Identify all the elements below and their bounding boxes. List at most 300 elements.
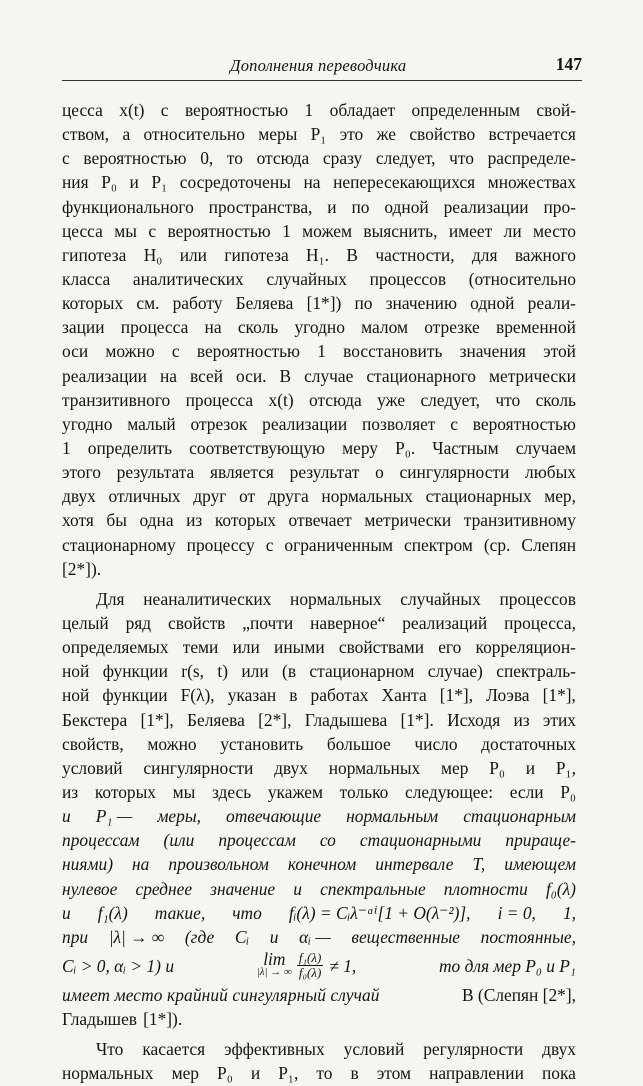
word: друг xyxy=(193,486,227,507)
word: вещественные xyxy=(351,926,461,947)
word: отсюда xyxy=(256,148,310,169)
word: 0, xyxy=(200,148,214,169)
text-line xyxy=(62,1007,576,1031)
word: обладает xyxy=(329,100,396,120)
word: [1*], xyxy=(542,685,576,706)
word: (или xyxy=(163,830,195,851)
word: реализации xyxy=(62,365,147,386)
word: которых xyxy=(62,293,124,314)
not-equal-one: ≠ 1, xyxy=(329,955,357,976)
word: гипотеза xyxy=(62,244,127,265)
word: случаем xyxy=(515,437,576,458)
word: [1*]). xyxy=(143,1009,183,1030)
word: r(s, xyxy=(181,661,204,682)
fraction-numerator: f₁(λ) xyxy=(298,950,322,966)
word: 1 xyxy=(317,341,326,362)
word: гипотеза xyxy=(224,244,289,265)
word: ством, xyxy=(62,124,110,145)
text-line xyxy=(62,508,576,532)
word: в xyxy=(350,1063,359,1084)
word: f₀(λ) xyxy=(545,878,576,899)
word: пространства, xyxy=(208,196,313,217)
word: аналитических xyxy=(132,268,244,289)
word: является xyxy=(210,462,274,483)
text-line xyxy=(62,267,576,291)
word: вероятностью xyxy=(196,341,301,362)
text-line xyxy=(62,983,576,1007)
word: Гладышев xyxy=(62,1009,137,1030)
word: место xyxy=(533,220,576,241)
word: отрезок xyxy=(190,413,248,434)
text-line xyxy=(62,756,576,780)
word: регулярности xyxy=(423,1039,524,1060)
word: уже xyxy=(377,389,406,410)
word: оси xyxy=(62,341,89,362)
word: класса xyxy=(62,268,111,289)
word: зации xyxy=(62,317,105,338)
text-line xyxy=(62,732,576,756)
word: случайных xyxy=(266,268,347,289)
word: двух xyxy=(62,486,96,507)
word: бы xyxy=(106,510,127,531)
word: частности, xyxy=(375,244,455,265)
word: Бекстера xyxy=(62,709,128,730)
word: отвечающие xyxy=(226,806,322,827)
word: прираще- xyxy=(505,830,576,851)
word: условий xyxy=(62,757,123,778)
word: цесса xyxy=(62,100,103,120)
word: процесса, xyxy=(504,612,576,633)
word: спектраль- xyxy=(496,661,576,682)
word: из xyxy=(186,510,203,531)
text-line xyxy=(62,436,576,460)
word: нормальных xyxy=(62,1063,154,1084)
word: про- xyxy=(543,196,576,217)
word: этой xyxy=(543,341,576,362)
word: функционального xyxy=(62,196,194,217)
word: Что xyxy=(96,1039,124,1060)
running-head xyxy=(62,50,582,78)
word: имеет xyxy=(448,220,493,241)
word: Гладышева xyxy=(304,709,388,730)
word: мер xyxy=(441,757,469,778)
word: то xyxy=(226,148,243,169)
word: метрически xyxy=(488,365,576,386)
word: о xyxy=(375,462,384,483)
word: [2*], xyxy=(258,709,292,730)
word: вероятностью xyxy=(83,148,187,169)
word: В (Слепян [2*], xyxy=(461,984,576,1005)
word: [1*], xyxy=(140,709,174,730)
word: на xyxy=(303,172,321,193)
word: P₀ xyxy=(489,757,505,778)
word: Cᵢ xyxy=(234,926,250,947)
word: этих xyxy=(542,709,576,730)
paragraph xyxy=(62,98,576,581)
word: P₀. xyxy=(395,437,416,458)
word: меры, xyxy=(157,806,201,827)
fraction xyxy=(297,951,323,980)
word: (в xyxy=(282,661,297,682)
word: временной xyxy=(495,317,576,338)
word: метрически xyxy=(364,510,452,531)
word: Для xyxy=(96,588,125,609)
word: P₀ xyxy=(217,1063,233,1084)
word: 1 xyxy=(282,220,291,241)
word: ниями) xyxy=(62,854,113,875)
word: и xyxy=(525,757,536,778)
word: хотя xyxy=(62,510,94,531)
header-rule xyxy=(62,80,582,81)
word: произвольном xyxy=(168,854,269,875)
word: реализаций xyxy=(402,612,488,633)
word: этого xyxy=(62,462,101,483)
text-line xyxy=(62,587,576,611)
word: [1*], xyxy=(439,685,474,706)
word: [2*]). xyxy=(62,558,102,579)
word: друга xyxy=(267,486,309,507)
word: сколь xyxy=(237,317,279,338)
word: на xyxy=(204,317,222,338)
word: вероятностью xyxy=(167,220,271,241)
word: процесса xyxy=(185,389,254,410)
word: имеющем xyxy=(504,854,576,875)
word: восстановить xyxy=(343,341,443,362)
word: мы xyxy=(114,220,137,241)
word: от xyxy=(239,486,256,507)
word: транзитивному xyxy=(463,510,576,531)
text-line xyxy=(62,388,576,412)
word: можем xyxy=(302,220,352,241)
word: функции xyxy=(102,661,168,682)
word: что xyxy=(449,148,474,169)
word: мы xyxy=(172,781,196,802)
word: распределе- xyxy=(487,148,576,169)
word: если xyxy=(509,781,544,802)
word: укажем xyxy=(267,781,323,802)
word: сингулярности xyxy=(143,757,254,778)
word: „почти xyxy=(242,612,294,633)
text-line xyxy=(62,122,576,146)
word: на xyxy=(159,365,177,386)
text-line xyxy=(62,804,576,828)
word: значению xyxy=(385,293,457,314)
word: или xyxy=(179,244,207,265)
word: Частным xyxy=(432,437,499,458)
word: вероятностью xyxy=(184,100,289,120)
text-line xyxy=(62,1061,576,1085)
word: P₀ xyxy=(101,172,117,193)
word: позволяет xyxy=(361,413,436,434)
text-line xyxy=(62,611,576,635)
word: f₁(λ) xyxy=(97,902,128,923)
word: меру xyxy=(342,437,378,458)
word: любых xyxy=(525,462,576,483)
word: см. xyxy=(136,293,160,314)
word: стационарном xyxy=(309,661,415,682)
limit-expression xyxy=(256,948,357,981)
word: стационарными xyxy=(359,830,482,851)
word: и xyxy=(269,926,279,947)
word: значение xyxy=(210,878,276,899)
word: работу xyxy=(172,293,223,314)
word: процессу xyxy=(186,534,255,555)
word: процессов xyxy=(369,268,447,289)
running-title: Дополнения переводчика xyxy=(230,56,407,75)
word: на xyxy=(132,854,150,875)
word: следует, xyxy=(375,148,436,169)
word: или xyxy=(241,661,269,682)
word: важного xyxy=(514,244,576,265)
word: угодно xyxy=(62,413,113,434)
word: двух xyxy=(542,1039,576,1060)
word: сингулярности xyxy=(399,462,510,483)
word: одна xyxy=(139,510,174,531)
word: спектром xyxy=(404,534,473,555)
word: ли xyxy=(503,220,522,241)
word: соответствующую xyxy=(189,437,325,458)
word: 1 xyxy=(62,437,71,458)
word: нормальных xyxy=(321,486,413,507)
word: иными xyxy=(274,637,325,658)
word: определить xyxy=(87,437,173,458)
text-line xyxy=(62,852,576,876)
word: результата xyxy=(116,462,195,483)
paragraph xyxy=(62,1037,576,1085)
word: сразу xyxy=(322,148,363,169)
word: целый xyxy=(62,612,109,633)
word: угодно xyxy=(294,317,345,338)
word: Беляева xyxy=(187,709,245,730)
word: свойство xyxy=(409,124,476,145)
word: большое xyxy=(326,733,391,754)
word: вероятностью xyxy=(472,413,576,434)
word: что xyxy=(232,902,262,923)
word: T, xyxy=(472,854,486,875)
word: всей xyxy=(189,365,224,386)
text-line xyxy=(62,557,576,581)
word: сколь xyxy=(535,389,576,410)
word: корреляцион- xyxy=(475,637,576,658)
word: P₀ xyxy=(560,781,576,802)
word: отвечает xyxy=(288,510,352,531)
word: в xyxy=(289,685,298,706)
word: Беляева xyxy=(235,293,294,314)
text-line xyxy=(62,828,576,852)
word: αᵢ — xyxy=(299,926,331,947)
text-line xyxy=(62,533,576,557)
word: непересекающихся xyxy=(333,172,476,193)
word: по xyxy=(351,196,370,217)
word: следующее: xyxy=(404,781,494,802)
word: F(λ), xyxy=(180,685,215,706)
word: же xyxy=(376,124,397,145)
word: с xyxy=(171,341,180,362)
formula-right: то для мер P₀ и P₁ xyxy=(438,955,576,976)
word: это xyxy=(339,124,364,145)
word: реали- xyxy=(527,293,576,314)
word: H₁. xyxy=(306,244,330,265)
word: установить xyxy=(220,733,304,754)
word: при xyxy=(62,926,89,947)
word: ной xyxy=(62,661,90,682)
word: встречается xyxy=(488,124,576,145)
word: случайных xyxy=(400,588,481,609)
word: 1, xyxy=(562,902,576,923)
word: Лоэва xyxy=(486,685,530,706)
word: нулевое xyxy=(62,878,118,899)
word: свойств, xyxy=(62,733,124,754)
page-body xyxy=(62,98,576,1085)
word: определяемых xyxy=(62,637,169,658)
text-line xyxy=(62,291,576,315)
word: касается xyxy=(142,1039,206,1060)
word: цесса xyxy=(62,220,103,241)
text-line xyxy=(62,146,576,170)
paragraph xyxy=(62,587,576,1031)
word: сосредоточены xyxy=(179,172,291,193)
word: по xyxy=(354,293,373,314)
word: среднее xyxy=(135,878,193,899)
text-line xyxy=(62,412,576,436)
word: одной xyxy=(470,293,515,314)
word: следует, xyxy=(420,389,480,410)
word: с xyxy=(62,148,70,169)
word: интервале xyxy=(375,854,454,875)
word: В xyxy=(346,244,358,265)
word: выяснить, xyxy=(363,220,438,241)
word: Исходя xyxy=(447,709,501,730)
text-line xyxy=(62,484,576,508)
word: с xyxy=(450,413,458,434)
text-line xyxy=(62,901,576,925)
text-line xyxy=(62,780,576,804)
text-line xyxy=(62,635,576,659)
word: меры xyxy=(258,124,298,145)
text-line xyxy=(62,1037,576,1061)
word: можно xyxy=(105,341,155,362)
word: Слепян xyxy=(521,534,576,555)
word: оси. xyxy=(236,365,267,386)
word: или xyxy=(232,637,260,658)
text-line xyxy=(62,460,576,484)
word: P₁ xyxy=(151,172,168,193)
word: относительно xyxy=(143,124,245,145)
word: малый xyxy=(127,413,176,434)
word: процессам xyxy=(218,830,296,851)
word: эффективных xyxy=(224,1039,325,1060)
text-line xyxy=(62,243,576,267)
word: указан xyxy=(227,685,277,706)
word: множествах xyxy=(487,172,576,193)
word: двух xyxy=(274,757,308,778)
word: имеет место крайний сингулярный случай xyxy=(62,984,380,1005)
word: x(t) xyxy=(268,389,294,410)
lim-subscript: |λ| → ∞ xyxy=(256,965,292,978)
word: (относительно xyxy=(468,268,576,289)
word: P₁, xyxy=(278,1063,299,1084)
word: одной xyxy=(384,196,429,217)
word: плотности xyxy=(443,878,528,899)
word: P₁ — xyxy=(95,806,133,827)
word: ряд xyxy=(125,612,152,633)
word: пока xyxy=(541,1063,576,1084)
text-line xyxy=(62,659,576,683)
word: достаточных xyxy=(481,733,576,754)
word: |λ| → ∞ xyxy=(108,926,165,947)
text-line xyxy=(62,195,576,219)
word: а xyxy=(122,124,131,145)
word: отрезке xyxy=(424,317,480,338)
word: [1*]) xyxy=(306,293,342,314)
word: мер xyxy=(171,1063,199,1084)
word: направлении xyxy=(429,1063,524,1084)
word: ния xyxy=(62,172,89,193)
word: спектральные xyxy=(320,878,426,899)
word: свой- xyxy=(536,100,576,120)
formula-left: Cᵢ > 0, αᵢ > 1) и xyxy=(62,955,175,976)
word: результат xyxy=(289,462,360,483)
word: стационарному xyxy=(62,534,176,555)
word: определенным xyxy=(411,100,520,120)
word: fᵢ(λ) = Cᵢλ⁻ᵅⁱ[1 + O(λ⁻²)], xyxy=(288,902,471,923)
text-line xyxy=(62,683,576,707)
word: нормальных xyxy=(328,757,421,778)
text-line xyxy=(62,877,576,901)
word: (ср. xyxy=(483,534,511,555)
word: отличных xyxy=(108,486,181,507)
word: можно xyxy=(147,733,197,754)
word: реализации xyxy=(443,196,529,217)
word: условий xyxy=(343,1039,405,1060)
word: число xyxy=(414,733,458,754)
word: и xyxy=(62,902,71,923)
word: процесса xyxy=(120,317,189,338)
word: и xyxy=(327,196,337,217)
word: x(t) xyxy=(119,100,145,120)
word: функции xyxy=(102,685,168,706)
word: В xyxy=(279,365,292,386)
text-line xyxy=(62,364,576,388)
text-line xyxy=(62,219,576,243)
word: из xyxy=(513,709,530,730)
word: теми xyxy=(182,637,219,658)
word: ной xyxy=(62,685,90,706)
limit-operator xyxy=(256,948,292,979)
text-line xyxy=(62,98,576,122)
word: значения xyxy=(459,341,526,362)
text-line xyxy=(62,708,576,732)
word: стационарных xyxy=(425,486,532,507)
word: Ханта xyxy=(381,685,427,706)
word: что xyxy=(495,389,521,410)
word: i = 0, xyxy=(497,902,536,923)
word: конечном xyxy=(287,854,357,875)
fraction-denominator: f₀(λ) xyxy=(298,965,322,981)
word: случае xyxy=(304,365,354,386)
word: ограниченным xyxy=(284,534,394,555)
word: свойствами xyxy=(338,637,425,658)
word: неаналитических xyxy=(143,588,272,609)
word: процессов xyxy=(499,588,576,609)
word: H₀ xyxy=(143,244,163,265)
word: P₁, xyxy=(555,757,576,778)
word: которых xyxy=(214,510,276,531)
word: которых xyxy=(94,781,157,802)
word: процессам xyxy=(62,830,140,851)
word: и xyxy=(250,1063,261,1084)
word: случае) xyxy=(427,661,483,682)
